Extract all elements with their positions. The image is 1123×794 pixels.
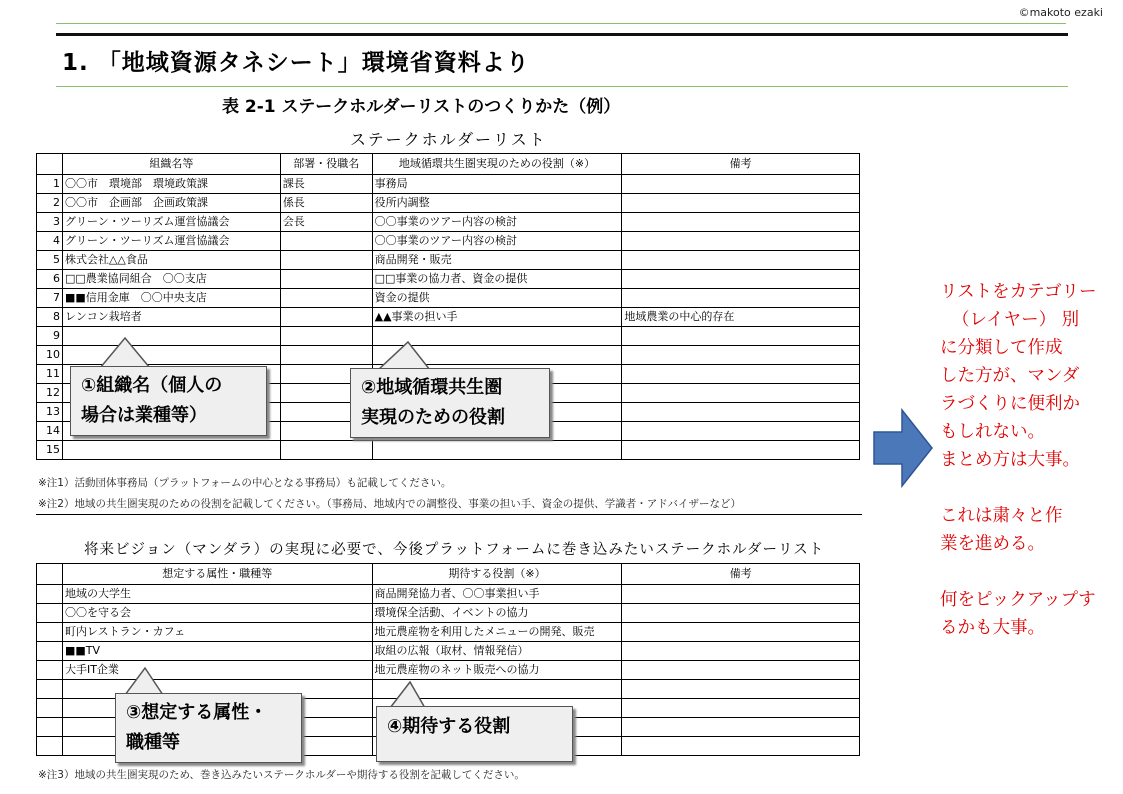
row-number: 3 — [37, 213, 63, 232]
table-cell: 商品開発協力者、〇〇事業担い手 — [372, 585, 622, 604]
table-cell: 商品開発・販売 — [372, 251, 622, 270]
table-cell: ▲▲事業の担い手 — [372, 308, 622, 327]
column-header: 部署・役職名 — [280, 154, 372, 175]
row-number: 9 — [37, 327, 63, 346]
table-cell: 町内レストラン・カフェ — [62, 623, 372, 642]
copyright-text: ©makoto ezaki — [1018, 6, 1103, 19]
callout-attribute: ③想定する属性・ 職種等 — [115, 693, 302, 763]
row-number: 15 — [37, 441, 63, 460]
table-cell: 〇〇を守る会 — [62, 604, 372, 623]
callout-expected-role: ④期待する役割 — [376, 706, 573, 762]
row-number: 12 — [37, 384, 63, 403]
table-cell: 〇〇市 企画部 企画政策課 — [62, 194, 280, 213]
table-cell: 株式会社△△食品 — [62, 251, 280, 270]
column-header: 備考 — [622, 564, 860, 585]
table1-note-1: ※注1）活動団体事務局（プラットフォームの中心となる事務局）も記載してください。 — [38, 477, 452, 489]
row-number: 13 — [37, 403, 63, 422]
table-cell: グリーン・ツーリズム運営協議会 — [62, 213, 280, 232]
table-cell: 役所内調整 — [372, 194, 622, 213]
callout-role: ②地域循環共生圏 実現のための役割 — [350, 368, 550, 438]
table-cell: 資金の提供 — [372, 289, 622, 308]
table1-subcaption: ステークホルダーリスト — [350, 130, 547, 149]
table-cell: 取組の広報（取材、情報発信） — [372, 642, 622, 661]
row-number: 14 — [37, 422, 63, 441]
column-header: 地域循環共生圏実現のための役割（※） — [372, 154, 622, 175]
side-note: リストをカテゴリー （レイヤー） 別 に分類して作成 した方が、マンダ ラづくりに便利か もしれない。 まとめ方は大事。 これは粛々と作 業を進める。 何をピックアップす るかも大事。 — [940, 282, 1097, 638]
row-number: 10 — [37, 346, 63, 365]
table-cell: 〇〇事業のツアー内容の検討 — [372, 213, 622, 232]
row-number: 2 — [37, 194, 63, 213]
table-cell: 地元農産物のネット販売への協力 — [372, 661, 622, 680]
table-cell: 課長 — [280, 175, 372, 194]
column-header: 期待する役割（※） — [372, 564, 622, 585]
table-cell: レンコン栽培者 — [62, 308, 280, 327]
row-number: 1 — [37, 175, 63, 194]
column-header: 備考 — [622, 154, 860, 175]
table-cell: 地域の大学生 — [62, 585, 372, 604]
table-cell: 会長 — [280, 213, 372, 232]
column-header: 組織名等 — [62, 154, 280, 175]
table1-note-2: ※注2）地域の共生圏実現のための役割を記載してください。（事務局、地域内での調整役、事業の担い手、資金の提供、学識者・アドバイザーなど） — [38, 498, 742, 510]
row-number: 6 — [37, 270, 63, 289]
table-cell: グリーン・ツーリズム運営協議会 — [62, 232, 280, 251]
slide-title: 1. 「地域資源タネシート」環境省資料より — [62, 50, 530, 76]
row-number: 5 — [37, 251, 63, 270]
table1-caption: 表 2-1 ステークホルダーリストのつくりかた（例） — [222, 97, 621, 117]
table-cell: 係長 — [280, 194, 372, 213]
table-cell: □□農業協同組合 〇〇支店 — [62, 270, 280, 289]
table-cell: 〇〇事業のツアー内容の検討 — [372, 232, 622, 251]
row-number: 7 — [37, 289, 63, 308]
row-number: 8 — [37, 308, 63, 327]
callout-organization: ①組織名（個人の 場合は業種等） — [70, 366, 267, 436]
row-number: 4 — [37, 232, 63, 251]
column-header: 想定する属性・職種等 — [62, 564, 372, 585]
table-cell: ■■信用金庫 〇〇中央支店 — [62, 289, 280, 308]
row-number: 11 — [37, 365, 63, 384]
table-cell: ■■TV — [62, 642, 372, 661]
table-cell: 〇〇市 環境部 環境政策課 — [62, 175, 280, 194]
table-cell: 事務局 — [372, 175, 622, 194]
right-arrow-icon — [872, 408, 934, 488]
table-cell: 地域農業の中心的存在 — [622, 308, 860, 327]
table-cell: 大手IT企業 — [62, 661, 372, 680]
table-cell: □□事業の協力者、資金の提供 — [372, 270, 622, 289]
table-cell: 環境保全活動、イベントの協力 — [372, 604, 622, 623]
table2-caption: 将来ビジョン（マンダラ）の実現に必要で、今後プラットフォームに巻き込みたいステークホルダーリスト — [84, 542, 825, 558]
table-cell: 地元農産物を利用したメニューの開発、販売 — [372, 623, 622, 642]
table2-note: ※注3）地域の共生圏実現のため、巻き込みたいステークホルダーや期待する役割を記載してください。 — [38, 769, 525, 781]
